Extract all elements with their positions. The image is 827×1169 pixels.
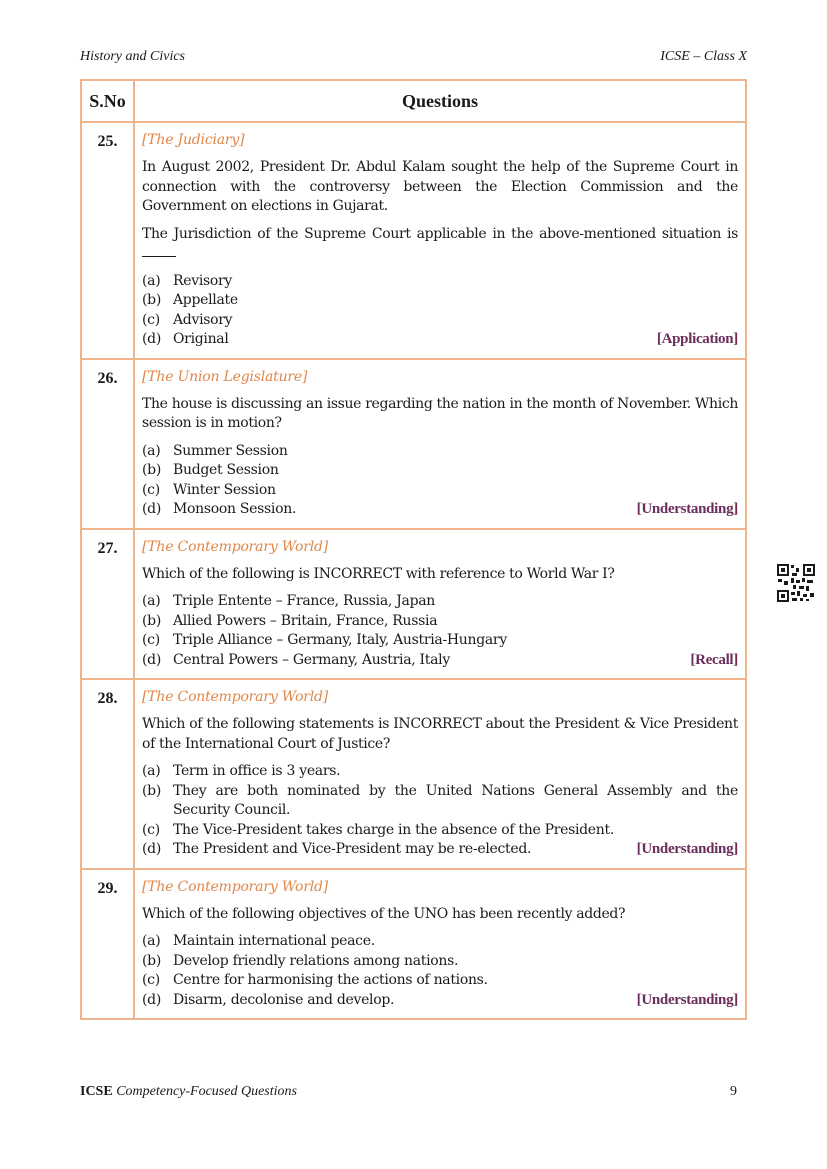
subject-title: History and Civics <box>80 49 185 64</box>
table-header-row <box>81 80 746 122</box>
option-item <box>142 500 738 520</box>
question-topic: [The Contemporary World] <box>142 689 329 705</box>
question-stem-2 <box>142 225 738 264</box>
option-label: (c) <box>142 632 160 648</box>
option-label: (d) <box>142 501 161 517</box>
question-topic: [The Union Legislature] <box>142 368 308 385</box>
option-item <box>142 782 738 821</box>
option-text: Appellate <box>173 292 238 308</box>
question-row <box>81 529 746 680</box>
competency-tag: [Understanding] <box>636 841 738 857</box>
option-text: Allied Powers – Britain, France, Russia <box>173 612 438 629</box>
question-body <box>134 529 746 680</box>
option-item <box>142 330 738 350</box>
option-item <box>142 461 738 481</box>
question-stem: In August 2002, President Dr. Abdul Kalam sought the help of the Supreme Court in connection with the controversy between the Election Commission and the Government on elections in Gujarat. <box>142 159 738 214</box>
footer-title <box>80 1084 297 1100</box>
option-item <box>142 840 738 860</box>
question-topic: [The Judiciary] <box>142 132 245 148</box>
option-item <box>142 272 738 292</box>
competency-tag: [Recall] <box>690 651 738 668</box>
option-label: (d) <box>142 651 161 668</box>
options-list <box>142 932 738 1010</box>
option-text: Triple Alliance – Germany, Italy, Austria-Hungary <box>173 632 507 648</box>
option-label: (d) <box>142 991 161 1008</box>
option-label: (c) <box>142 972 160 988</box>
column-header-sno: S.No <box>81 80 134 122</box>
option-item <box>142 651 738 671</box>
question-number: 28. <box>81 679 134 869</box>
option-text: Summer Session <box>173 442 288 459</box>
questions-table <box>80 79 747 1020</box>
option-text: The Vice-President takes charge in the absence of the President. <box>173 821 614 838</box>
option-label: (b) <box>142 462 161 478</box>
page-footer <box>80 1084 737 1100</box>
option-text: Maintain international peace. <box>173 933 375 949</box>
question-body <box>134 359 746 529</box>
question-stem-2-text: The Jurisdiction of the Supreme Court applicable in the above-mentioned situation is <box>142 225 738 242</box>
question-number: 26. <box>81 359 134 529</box>
option-item <box>142 762 738 782</box>
question-topic: [The Contemporary World] <box>142 878 329 895</box>
class-title: ICSE – Class X <box>660 49 747 64</box>
option-label: (b) <box>142 952 161 969</box>
option-item <box>142 442 738 462</box>
question-number: 27. <box>81 529 134 680</box>
options-list <box>142 272 738 350</box>
option-item <box>142 932 738 952</box>
option-text: The President and Vice-President may be re-elected. <box>173 841 532 857</box>
option-label: (b) <box>142 782 161 799</box>
option-label: (a) <box>142 272 161 289</box>
option-text: Triple Entente – France, Russia, Japan <box>173 593 435 609</box>
option-label: (a) <box>142 442 161 459</box>
competency-tag: [Application] <box>656 331 738 347</box>
option-text: Budget Session <box>173 462 279 478</box>
option-item <box>142 821 738 841</box>
option-item <box>142 291 738 311</box>
option-text: Develop friendly relations among nations. <box>173 952 459 969</box>
option-item <box>142 952 738 972</box>
option-label: (c) <box>142 481 160 498</box>
running-head <box>80 49 747 65</box>
footer-subtitle: Competency-Focused Questions <box>116 1084 297 1099</box>
page-number: 9 <box>730 1084 737 1099</box>
option-text: Monsoon Session. <box>173 501 297 517</box>
question-stem: Which of the following is INCORRECT with reference to World War I? <box>142 565 615 582</box>
option-text: Advisory <box>173 311 233 328</box>
competency-tag: [Understanding] <box>636 501 738 517</box>
question-stem: The house is discussing an issue regarding the nation in the month of November. Which session is in motion? <box>142 395 738 431</box>
option-item <box>142 991 738 1011</box>
option-label: (d) <box>142 331 161 347</box>
option-text: Term in office is 3 years. <box>173 763 341 779</box>
option-text: They are both nominated by the United Nations General Assembly and the Security Council. <box>173 782 738 818</box>
option-text: Winter Session <box>173 481 276 498</box>
option-label: (b) <box>142 292 161 308</box>
options-list <box>142 762 738 860</box>
option-label: (c) <box>142 311 160 328</box>
competency-tag: [Understanding] <box>636 991 738 1008</box>
option-text: Central Powers – Germany, Austria, Italy <box>173 651 450 668</box>
option-item <box>142 612 738 632</box>
option-text: Disarm, decolonise and develop. <box>173 991 395 1008</box>
option-label: (c) <box>142 821 160 838</box>
option-item <box>142 592 738 612</box>
question-body <box>134 869 746 1020</box>
question-stem: Which of the following objectives of the UNO has been recently added? <box>142 905 626 922</box>
column-header-questions: Questions <box>134 80 746 122</box>
option-label: (a) <box>142 763 161 779</box>
option-text: Original <box>173 331 229 347</box>
option-text: Centre for harmonising the actions of nations. <box>173 972 488 988</box>
question-row <box>81 122 746 359</box>
options-list <box>142 592 738 670</box>
option-label: (a) <box>142 933 161 949</box>
option-text: Revisory <box>173 272 233 289</box>
question-row <box>81 359 746 529</box>
question-body <box>134 122 746 359</box>
question-body <box>134 679 746 869</box>
question-row <box>81 869 746 1020</box>
options-list <box>142 442 738 520</box>
footer-brand: ICSE <box>80 1084 113 1099</box>
option-item <box>142 971 738 991</box>
option-item <box>142 311 738 331</box>
question-number: 29. <box>81 869 134 1020</box>
option-item <box>142 631 738 651</box>
option-label: (b) <box>142 612 161 629</box>
question-stem: Which of the following statements is INCORRECT about the President & Vice President of the International Court of Justice? <box>142 716 738 752</box>
question-topic: [The Contemporary World] <box>142 538 329 555</box>
qr-code-icon[interactable] <box>776 563 816 603</box>
question-row <box>81 679 746 869</box>
option-label: (a) <box>142 593 161 609</box>
question-number: 25. <box>81 122 134 359</box>
answer-blank <box>142 244 176 257</box>
option-item <box>142 481 738 501</box>
option-label: (d) <box>142 841 161 857</box>
